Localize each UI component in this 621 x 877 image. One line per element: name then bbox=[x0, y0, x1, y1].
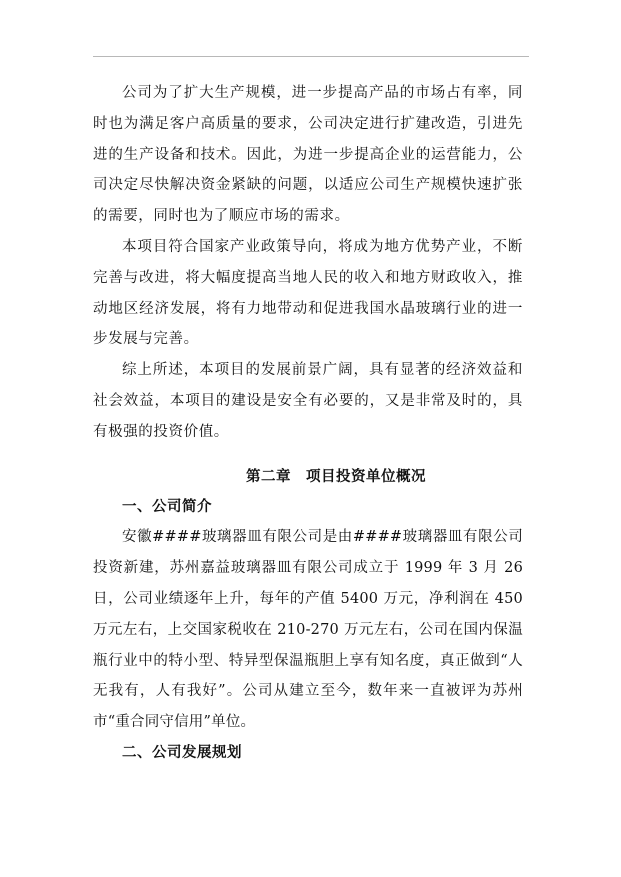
intro-paragraph-1: 公司为了扩大生产规模，进一步提高产品的市场占有率，同时也为满足客户高质量的要求，公司决定进行扩建改造，引进先进的生产设备和技术。因此，为进一步提高企业的运营能力，公司决定尽快解决资金紧缺的问题，以适应公司生产规模快速扩张的需要，同时也为了顺应市场的需求。 bbox=[93, 85, 523, 225]
chapter-title: 第二章 项目投资单位概况 bbox=[246, 468, 426, 485]
section-heading-company-profile: 一、公司简介 bbox=[122, 498, 212, 515]
company-profile-paragraph: 安徽####玻璃器皿有限公司是由####玻璃器皿有限公司投资新建，苏州嘉益玻璃器皿有限公司成立于 1999 年 3 月 26 日，公司业绩逐年上升，每年的产值 5400 万元，净利润在 450 万元左右，上交国家税收在 210-270 万元左右，公司在国内保温瓶行业中的特小型、特异型保温瓶胆上享有知名度，真正做到“人无我有，人有我好”。公司从建立至今，数年来一直被评为苏州市“重合同守信用”单位。 bbox=[93, 529, 523, 731]
intro-paragraph-2: 本项目符合国家产业政策导向，将成为地方优势产业，不断完善与改进，将大幅度提高当地人民的收入和地方财政收入，推动地区经济发展，将有力地带动和促进我国水晶玻璃行业的进一步发展与完善。 bbox=[93, 238, 523, 348]
intro-paragraph-3: 综上所述，本项目的发展前景广阔，具有显著的经济效益和社会效益，本项目的建设是安全有必要的，又是非常及时的，具有极强的投资价值。 bbox=[93, 362, 523, 440]
section-heading-development-plan: 二、公司发展规划 bbox=[122, 744, 242, 761]
document-body bbox=[93, 78, 523, 769]
header-rule bbox=[93, 56, 529, 57]
